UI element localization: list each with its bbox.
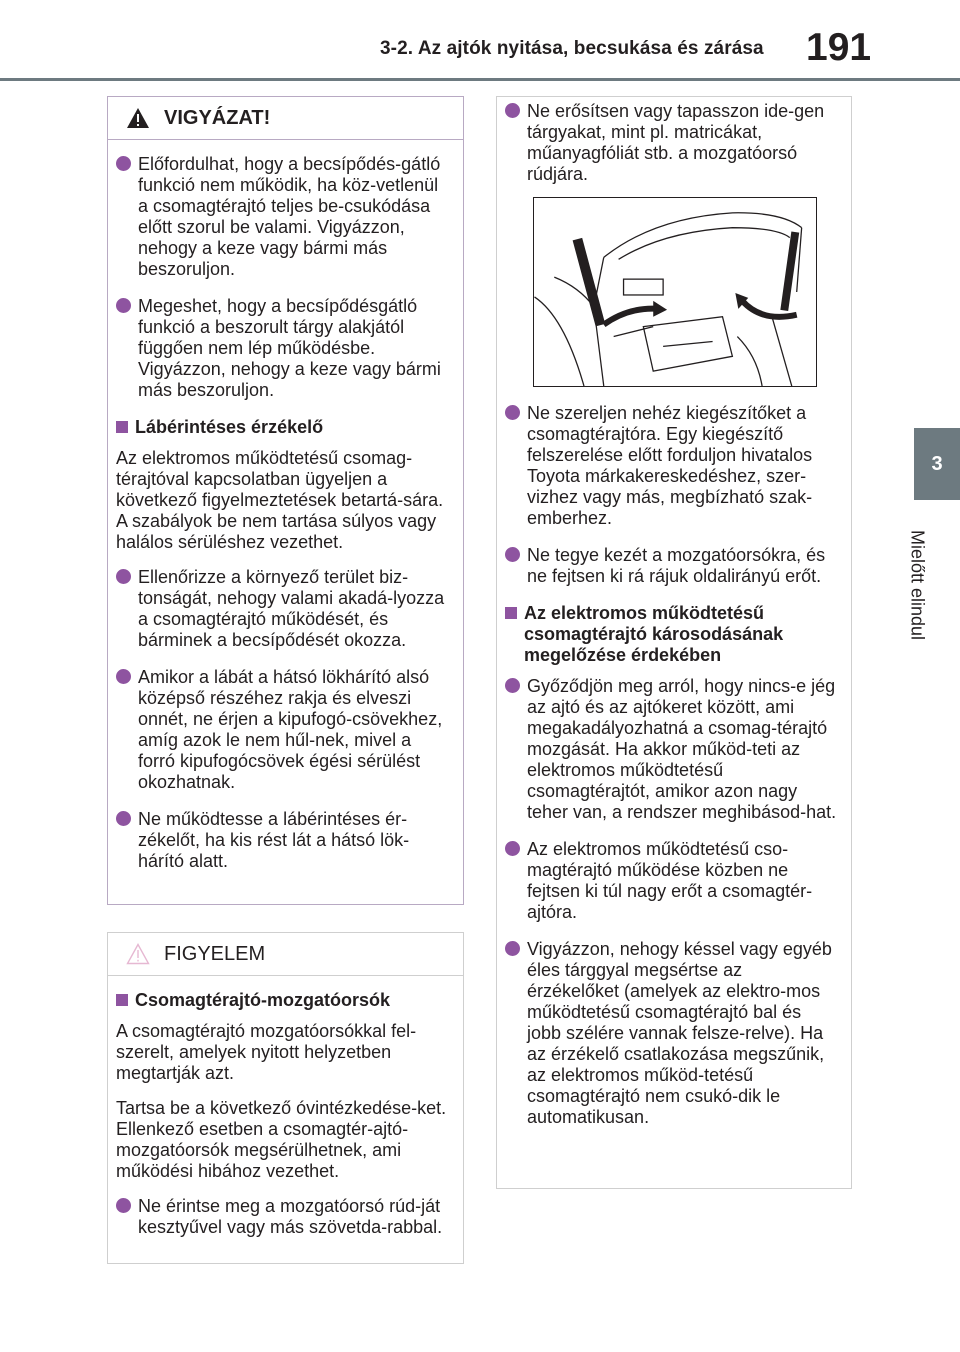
bullet-dot: [116, 1198, 131, 1213]
bullet-dot: [116, 156, 131, 171]
bullet-dot: [505, 941, 520, 956]
list-item: [116, 809, 449, 872]
warning-box-body: [108, 140, 463, 872]
paragraph: Az elektromos működtetésű csomag-térajtóval kapcsolatban ügyeljen a következő figyelmeztetések betartá-sára. A szabályok be nem tartása súlyos vagy halálos sérüléshez vezethet.: [116, 448, 444, 552]
list-item: [116, 1196, 449, 1238]
bullet-text: Ne szereljen nehéz kiegészítőket a csomagtérajtóra. Egy kiegészítő felszerelése előtt forduljon hivatalos Toyota márkakereskedéshez, szer-vizhez vagy más, megbízható szak-emberhez.: [527, 403, 813, 528]
header-rule: [0, 78, 960, 81]
bullet-dot: [116, 669, 131, 684]
continued-caution-box: [496, 96, 852, 1189]
heading-text: Lábérintéses érzékelő: [135, 417, 324, 437]
page-number: 191: [806, 26, 872, 69]
chapter-side-label: [897, 512, 937, 657]
list-item: [505, 403, 837, 529]
list-item: [505, 101, 837, 185]
section-heading: [116, 417, 449, 438]
bullet-dot: [116, 298, 131, 313]
bullet-dot: [116, 811, 131, 826]
caution-title: FIGYELEM: [164, 942, 266, 965]
bullet-text: Amikor a lábát a hátsó lökhárító alsó középső részéhez rakja és elveszi onnét, ne érjen a kipufogó-csövekhez, amíg azok le nem hűl-nek, mivel a forró kipufogócsövek égési sérülést okozhatnak.: [138, 667, 443, 792]
list-item: [505, 839, 837, 923]
bullet-text: Ne működtesse a lábérintéses ér-zékelőt, ha kis rést lát a hátsó lök-hárító alatt.: [138, 809, 410, 871]
bullet-text: Ne érintse meg a mozgatóorsó rúd-ját kesztyűvel vagy más szövetda-rabbal.: [138, 1196, 443, 1237]
heading-square: [505, 607, 517, 619]
bullet-text: Előfordulhat, hogy a becsípődés-gátló funkció nem működik, ha köz-vetlenül a csomagtérajtó teljes be-csukódása előtt szorul be valami. Vigyázzon, nehogy a keze vagy bármi más beszoruljon.: [138, 154, 441, 279]
bullet-dot: [116, 569, 131, 584]
tailgate-drawing: [534, 198, 816, 386]
bullet-dot: [505, 678, 520, 693]
list-item: [116, 154, 449, 280]
heading-square: [116, 994, 128, 1006]
bullet-text: Ellenőrizze a környező terület biz-tonságát, nehogy valami akadá-lyozza a csomagtérajtó működését, és bárminek a becsípődését okozza.: [138, 567, 445, 650]
list-item: [116, 567, 449, 651]
bullet-dot: [505, 405, 520, 420]
caution-triangle-icon: [126, 943, 150, 965]
section-heading: [505, 603, 837, 666]
list-item: [505, 676, 837, 823]
bullet-text: Megeshet, hogy a becsípődésgátló funkció a beszorult tárgy alakjától függően nem lép működésbe. Vigyázzon, nehogy a keze vagy bármi más beszoruljon.: [138, 296, 441, 400]
list-item: [116, 296, 449, 401]
warning-triangle-icon: [126, 107, 150, 129]
list-item: [505, 545, 837, 587]
bullet-dot: [505, 841, 520, 856]
heading-square: [116, 421, 128, 433]
bullet-text: Az elektromos működtetésű cso-magtérajtó működése közben ne fejtsen ki túl nagy erőt a csomagtér-ajtóra.: [527, 839, 813, 922]
warning-box: [107, 96, 464, 905]
bullet-text: Győződjön meg arról, hogy nincs-e jég az ajtó és az ajtókeret között, ami megakadályozhatná a csomag-térajtó mozgását. Ha akkor működ-teti az elektromos működtetésű csomagtérajtót, amikor azon nagy teher van, a rendszer meghibásod-hat.: [527, 676, 837, 822]
tailgate-strut-illustration: [533, 197, 817, 387]
list-item: [116, 667, 449, 793]
heading-text: Az elektromos működtetésű csomagtérajtó károsodásának megelőzése érdekében: [524, 603, 784, 665]
bullet-text: Ne erősítsen vagy tapasszon ide-gen tárgyakat, mint pl. matricákat, műanyagfóliát stb. a mozgatóorsó rúdjára.: [527, 101, 825, 184]
section-heading: [116, 990, 449, 1011]
heading-text: Csomagtérajtó-mozgatóorsók: [135, 990, 391, 1010]
list-item: [505, 939, 837, 1128]
paragraph: Tartsa be a következő óvintézkedése-ket. Ellenkező esetben a csomagtér-ajtó-mozgatóorsók megsérülhetnek, ami működési hibához vezethet.: [116, 1098, 447, 1181]
bullet-text: Vigyázzon, nehogy késsel vagy egyéb éles tárggyal megsértse az érzékelőket (amelyek az elektro-mos működtetésű csomagtérajtó bal és jobb szélére vannak felsze-relve). Ha az érzékelő csatlakozása megszűnik, az elektromos működ-tetésű csomagtérajtó nem csukó-dik le automatikusan.: [527, 939, 832, 1127]
warning-title: VIGYÁZAT!: [164, 106, 271, 129]
continued-box-body: [497, 97, 851, 1128]
paragraph: A csomagtérajtó mozgatóorsókkal fel-szerelt, amelyek nyitott helyzetben megtartják azt.: [116, 1021, 417, 1083]
chapter-number: 3: [931, 452, 943, 475]
chapter-tab[interactable]: [914, 428, 960, 500]
bullet-text: Ne tegye kezét a mozgatóorsókra, és ne fejtsen ki rá rájuk oldalirányú erőt.: [527, 545, 826, 586]
bullet-dot: [505, 103, 520, 118]
chapter-title: Mielőtt elindul: [907, 529, 928, 640]
caution-box-header: [108, 933, 463, 976]
bullet-dot: [505, 547, 520, 562]
caution-box: [107, 932, 464, 1264]
section-title: 3-2. Az ajtók nyitása, becsukása és zárása: [380, 38, 764, 59]
warning-box-header: [108, 97, 463, 140]
caution-box-body: [108, 976, 463, 1238]
